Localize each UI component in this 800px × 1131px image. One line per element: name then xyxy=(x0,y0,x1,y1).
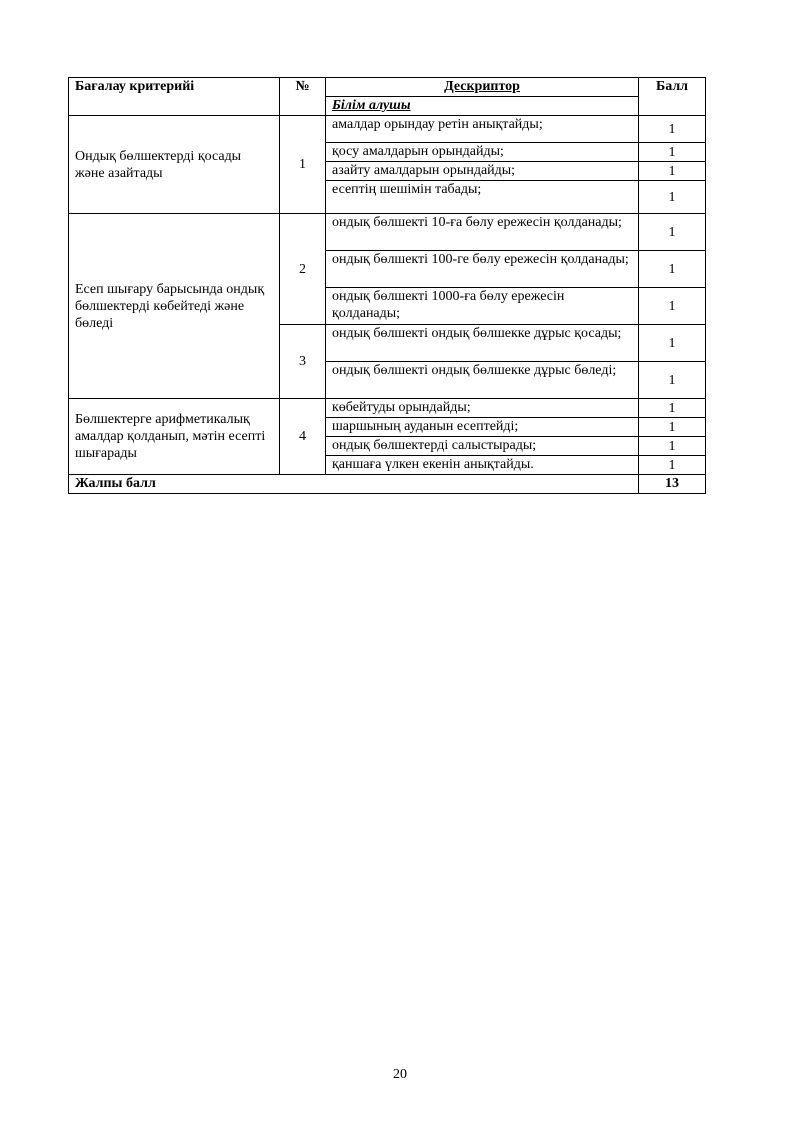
points-cell: 1 xyxy=(639,437,706,456)
task-number: 1 xyxy=(280,116,326,214)
descriptor-cell: ондық бөлшекті ондық бөлшекке дұрыс қосады; xyxy=(326,325,639,362)
descriptor-cell: ондық бөлшекті ондық бөлшекке дұрыс бөледі; xyxy=(326,362,639,399)
descriptor-cell: шаршының ауданын есептейді; xyxy=(326,418,639,437)
total-label: Жалпы балл xyxy=(69,475,639,494)
descriptor-cell: қаншаға үлкен екенін анықтайды. xyxy=(326,456,639,475)
task-number: 3 xyxy=(280,325,326,399)
points-cell: 1 xyxy=(639,251,706,288)
page-number: 20 xyxy=(393,1067,407,1082)
task-number: 2 xyxy=(280,214,326,325)
table-row xyxy=(69,399,706,418)
points-cell: 1 xyxy=(639,214,706,251)
points-cell: 1 xyxy=(639,325,706,362)
table-row xyxy=(69,116,706,143)
descriptor-cell: көбейтуды орындайды; xyxy=(326,399,639,418)
points-cell: 1 xyxy=(639,362,706,399)
points-cell: 1 xyxy=(639,288,706,325)
points-cell: 1 xyxy=(639,162,706,181)
descriptor-cell: есептің шешімін табады; xyxy=(326,181,639,214)
descriptor-cell: қосу амалдарын орындайды; xyxy=(326,143,639,162)
points-cell: 1 xyxy=(639,143,706,162)
header-points: Балл xyxy=(639,78,706,116)
descriptor-cell: ондық бөлшектерді салыстырады; xyxy=(326,437,639,456)
table-row xyxy=(69,214,706,251)
header-row xyxy=(69,78,706,97)
criterion-cell: Бөлшектерге арифметикалық амалдар қолданып, мәтін есепті шығарады xyxy=(69,399,280,475)
total-value: 13 xyxy=(639,475,706,494)
points-cell: 1 xyxy=(639,399,706,418)
points-cell: 1 xyxy=(639,181,706,214)
criterion-cell: Ондық бөлшектерді қосады және азайтады xyxy=(69,116,280,214)
header-descriptor: Дескриптор xyxy=(326,78,639,97)
criterion-cell: Есеп шығару барысында ондық бөлшектерді көбейтеді және бөледі xyxy=(69,214,280,399)
descriptor-cell: азайту амалдарын орындайды; xyxy=(326,162,639,181)
header-number: № xyxy=(280,78,326,116)
descriptor-cell: ондық бөлшекті 10-ға бөлу ережесін қолданады; xyxy=(326,214,639,251)
descriptor-cell: ондық бөлшекті 100-ге бөлу ережесін қолданады; xyxy=(326,251,639,288)
total-row xyxy=(69,475,706,494)
points-cell: 1 xyxy=(639,116,706,143)
header-criterion: Бағалау критерийі xyxy=(69,78,280,116)
assessment-rubric-table xyxy=(68,77,706,494)
descriptor-cell: амалдар орындау ретін анықтайды; xyxy=(326,116,639,143)
task-number: 4 xyxy=(280,399,326,475)
points-cell: 1 xyxy=(639,456,706,475)
points-cell: 1 xyxy=(639,418,706,437)
subheader-student: Білім алушы xyxy=(326,97,639,116)
descriptor-cell: ондық бөлшекті 1000-ға бөлу ережесін қолданады; xyxy=(326,288,639,325)
